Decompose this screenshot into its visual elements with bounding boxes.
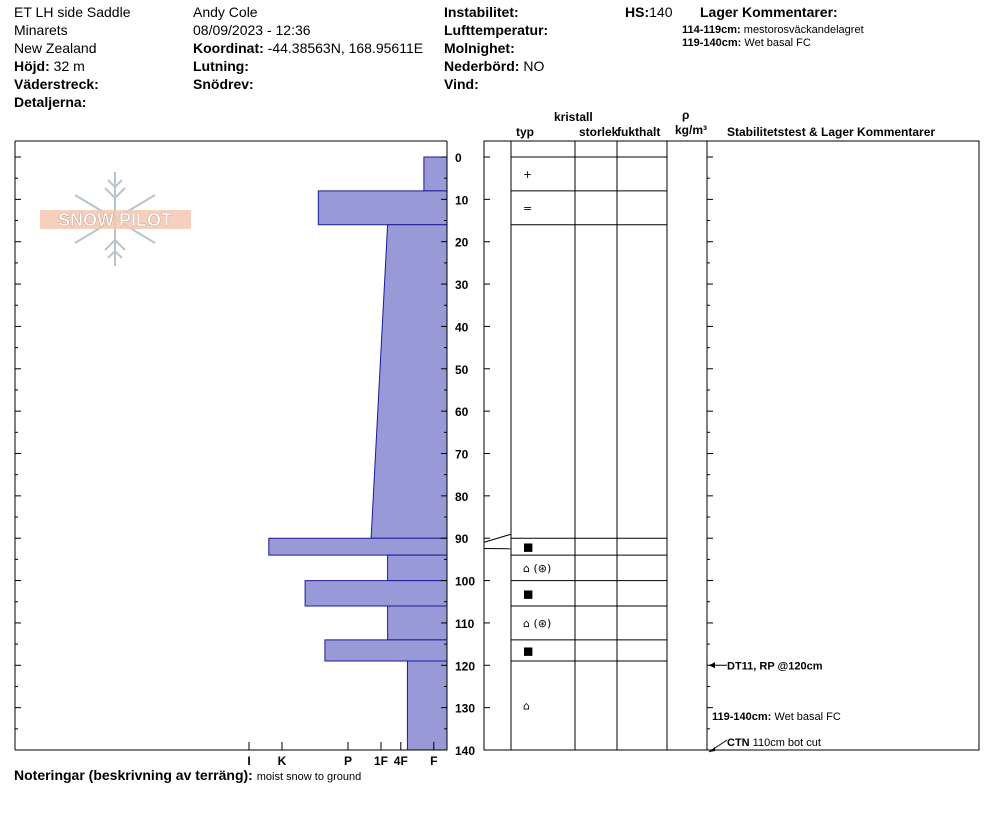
- hardness-bar: [388, 606, 447, 640]
- hardness-tick-label: I: [247, 754, 251, 768]
- annotation-label-bold: 119-140cm:: [712, 711, 775, 724]
- hardness-bar: [388, 555, 447, 580]
- depth-tick-label: 90: [455, 532, 469, 547]
- col-kristall: kristall: [554, 110, 593, 124]
- depth-tick-label: 30: [455, 278, 469, 293]
- depth-tick-label: 100: [455, 574, 476, 589]
- depth-tick-label: 0: [455, 151, 462, 165]
- col-density-unit: kg/m³: [675, 123, 708, 137]
- hardness-bar: [318, 191, 447, 225]
- col-fukthalt: fukthalt: [617, 125, 661, 139]
- hs-value: 140: [649, 4, 673, 20]
- annotation-label-bold: CTN: [727, 737, 753, 749]
- hardness-bar: [371, 225, 447, 538]
- details-label: Detaljerna:: [14, 94, 87, 110]
- grain-type-symbol: ■: [523, 644, 534, 658]
- hs-label: HS:: [625, 4, 650, 20]
- wind-drift-label: Snödrev:: [193, 76, 254, 92]
- col-rho: ρ: [682, 108, 690, 122]
- notes-value: moist snow to ground: [256, 771, 362, 783]
- col-typ: typ: [516, 125, 534, 139]
- hardness-bar: [269, 538, 447, 555]
- precip-label: Nederbörd:: [444, 58, 520, 74]
- precip-value: NO: [523, 58, 545, 74]
- logo-text: SNOW PILOT: [58, 210, 172, 230]
- hardness-tick-label: P: [343, 754, 353, 768]
- elevation-label: Höjd:: [14, 58, 50, 74]
- hardness-bar: [325, 640, 447, 661]
- grain-type-symbol: +: [523, 167, 533, 181]
- slope-label: Lutning:: [193, 58, 249, 74]
- layer-comment-range: 119-140cm:: [682, 37, 742, 49]
- hardness-tick-label: K: [277, 754, 287, 768]
- annotation-arrowhead: [709, 662, 715, 668]
- observer: Andy Cole: [193, 4, 258, 20]
- layer-comments-title: Lager Kommentarer:: [700, 4, 838, 20]
- layer-comment-text: Wet basal FC: [744, 37, 811, 49]
- hardness-bar: [424, 157, 447, 191]
- country: New Zealand: [14, 40, 97, 56]
- depth-tick-label: 10: [455, 193, 469, 208]
- air-temp-label: Lufttemperatur:: [444, 22, 549, 38]
- hardness-tick-label: F: [430, 754, 438, 768]
- annotation-label-text: 110cm bot cut: [752, 737, 821, 749]
- coord-label: Koordinat:: [193, 40, 264, 56]
- layer-comment-range: 114-119cm:: [682, 24, 741, 36]
- grain-type-symbol: ■: [523, 540, 534, 554]
- table-frame: [484, 141, 979, 750]
- hardness-tick-label: 4F: [393, 754, 408, 768]
- cloud-label: Molnighet:: [444, 40, 515, 56]
- depth-tick-label: 140: [455, 744, 476, 758]
- stability-annotation: [727, 737, 821, 749]
- depth-tick-label: 110: [455, 616, 475, 631]
- depth-tick-label: 120: [455, 659, 476, 674]
- stability-annotation: [712, 711, 841, 723]
- depth-tick-label: 130: [455, 701, 476, 716]
- location-name: ET LH side Saddle: [14, 4, 131, 20]
- hardness-tick-label: 1F: [373, 754, 389, 768]
- grain-type-symbol: =: [523, 201, 533, 215]
- datetime: 08/09/2023 - 12:36: [193, 22, 311, 38]
- grain-type-symbol: ■: [523, 587, 534, 601]
- depth-tick-label: 50: [455, 362, 469, 377]
- depth-tick-label: 40: [455, 320, 469, 335]
- notes-label: Noteringar (beskrivning av terräng):: [14, 767, 253, 783]
- aspect-label: Väderstreck:: [14, 76, 99, 92]
- col-storlek: storlek: [579, 125, 619, 139]
- instability-label: Instabilitet:: [444, 4, 519, 20]
- elevation-value: 32 m: [53, 58, 85, 74]
- layer-comment-text: mestorosväckandelagret: [743, 24, 864, 36]
- coord-value: -44.38563N, 168.95611E: [267, 40, 424, 56]
- stability-annotation: DT11, RP @120cm: [727, 660, 823, 673]
- region: Minarets: [14, 22, 68, 38]
- depth-tick-label: 60: [455, 405, 469, 420]
- col-stability: Stabilitetstest & Lager Kommentarer: [727, 125, 936, 139]
- depth-tick-label: 80: [455, 489, 469, 504]
- depth-tick-label: 70: [455, 447, 469, 462]
- depth-tick-label: 20: [455, 235, 469, 250]
- grain-type-symbol: ⌂ (⊛): [523, 616, 552, 630]
- grain-type-symbol: ⌂ (⊛): [523, 561, 552, 575]
- notes-row: [14, 766, 361, 784]
- hardness-bar: [407, 661, 447, 750]
- hardness-bar: [305, 581, 447, 606]
- grain-type-symbol: ⌂: [523, 699, 530, 713]
- wind-label: Vind:: [444, 76, 479, 92]
- annotation-label-text: Wet basal FC: [774, 711, 841, 724]
